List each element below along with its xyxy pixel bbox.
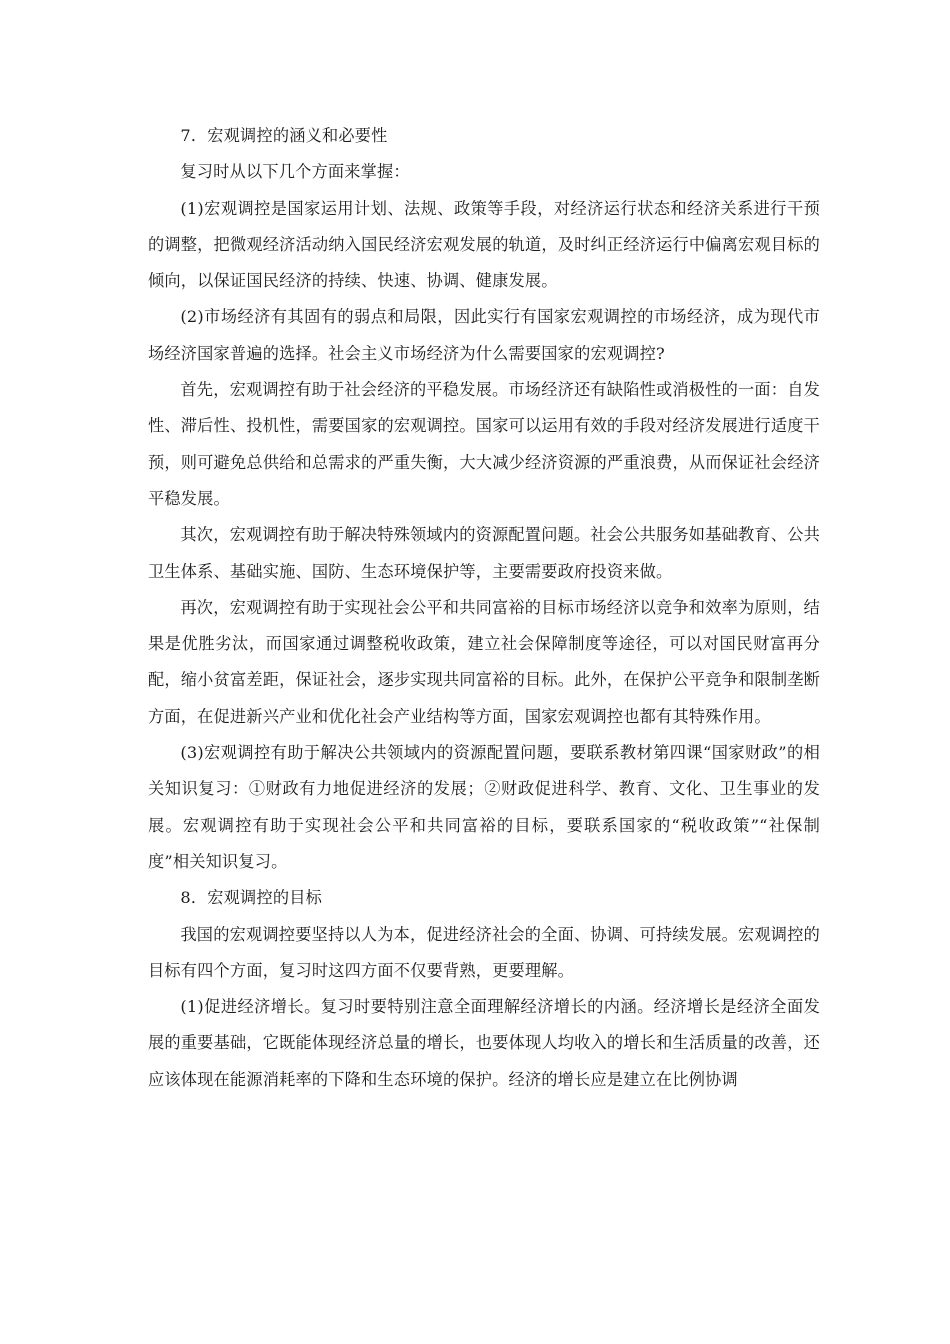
document-body <box>148 118 820 1098</box>
paragraph: (1)宏观调控是国家运用计划、法规、政策等手段，对经济运行状态和经济关系进行干预的调整，把微观经济活动纳入国民经济宏观发展的轨道，及时纠正经济运行中偏离宏观目标的倾向，以保证国民经济的持续、快速、协调、健康发展。 <box>148 198 820 291</box>
paragraph: 再次，宏观调控有助于实现社会公平和共同富裕的目标市场经济以竞争和效率为原则，结果是优胜劣汰，而国家通过调整税收政策，建立社会保障制度等途径，可以对国民财富再分配，缩小贫富差距，保证社会，逐步实现共同富裕的目标。此外，在保护公平竞争和限制垄断方面，在促进新兴产业和优化社会产业结构等方面，国家宏观调控也都有其特殊作用。 <box>148 597 820 726</box>
paragraph: 其次，宏观调控有助于解决特殊领域内的资源配置问题。社会公共服务如基础教育、公共卫生体系、基础实施、国防、生态环境保护等，主要需要政府投资来做。 <box>148 525 820 581</box>
paragraph: 首先，宏观调控有助于社会经济的平稳发展。市场经济还有缺陷性或消极性的一面：自发性、滞后性、投机性，需要国家的宏观调控。国家可以运用有效的手段对经济发展进行适度干预，则可避免总供给和总需求的严重失衡，大大减少经济资源的严重浪费，从而保证社会经济平稳发展。 <box>148 380 820 508</box>
paragraph: 复习时从以下几个方面来掌握： <box>180 162 410 182</box>
paragraph: (1)促进经济增长。复习时要特别注意全面理解经济增长的内涵。经济增长是经济全面发展的重要基础，它既能体现经济总量的增长，也要体现人均收入的增长和生活质量的改善，还应该体现在能源消耗率的下降和生态环境的保护。经济的增长应是建立在比例协调 <box>148 997 820 1089</box>
paragraph: 我国的宏观调控要坚持以人为本，促进经济社会的全面、协调、可持续发展。宏观调控的目标有四个方面，复习时这四方面不仅要背熟，更要理解。 <box>148 924 820 980</box>
section-heading-8: 8．宏观调控的目标 <box>180 888 322 908</box>
section-heading-7: 7．宏观调控的涵义和必要性 <box>180 126 388 145</box>
paragraph: (2)市场经济有其固有的弱点和局限，因此实行有国家宏观调控的市场经济，成为现代市场经济国家普遍的选择。社会主义市场经济为什么需要国家的宏观调控? <box>148 307 820 363</box>
paragraph: (3)宏观调控有助于解决公共领域内的资源配置问题，要联系教材第四课“国家财政”的相关知识复习：①财政有力地促进经济的发展；②财政促进科学、教育、文化、卫生事业的发展。宏观调控有助于实现社会公平和共同富裕的目标，要联系国家的“税收政策”“社保制度”相关知识复习。 <box>148 743 820 871</box>
